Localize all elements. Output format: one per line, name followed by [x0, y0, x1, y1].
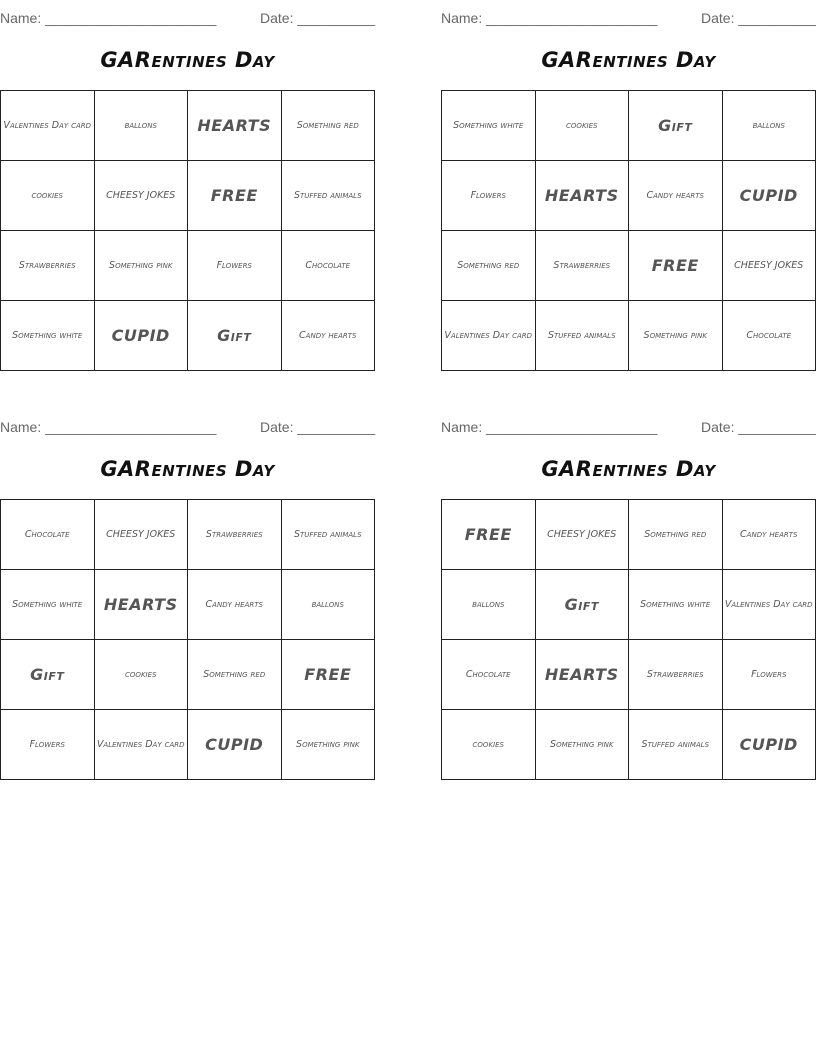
bingo-cell: Flowers — [722, 640, 816, 710]
grid-row — [1, 301, 375, 371]
bingo-cell: Candy hearts — [188, 570, 282, 640]
date-field-label: Date: __________ — [701, 419, 816, 435]
grid-row — [442, 570, 816, 640]
bingo-cell: Valentines Day card — [442, 301, 536, 371]
bingo-cell: Something pink — [535, 710, 629, 780]
bingo-cell: FREE — [281, 640, 375, 710]
bingo-cell: FREE — [629, 231, 723, 301]
bingo-cell: Chocolate — [1, 500, 95, 570]
bingo-cell: Something white — [442, 91, 536, 161]
bingo-cell: HEARTS — [188, 91, 282, 161]
bingo-cell: HEARTS — [535, 161, 629, 231]
bingo-grid — [0, 90, 375, 371]
bingo-cell: Something white — [1, 301, 95, 371]
grid-row — [442, 161, 816, 231]
date-field-label: Date: __________ — [701, 10, 816, 26]
grid-row — [1, 500, 375, 570]
bingo-cell: ballons — [722, 91, 816, 161]
bingo-cell: Something white — [629, 570, 723, 640]
card-title: GARentines Day — [100, 457, 275, 481]
bingo-cell: CHEESY JOKES — [535, 500, 629, 570]
bingo-cell: Strawberries — [535, 231, 629, 301]
bingo-cell: Flowers — [188, 231, 282, 301]
bingo-cell: Stuffed animals — [281, 161, 375, 231]
bingo-cell: Gift — [188, 301, 282, 371]
grid-row — [1, 710, 375, 780]
bingo-cell: Flowers — [442, 161, 536, 231]
grid-row — [1, 640, 375, 710]
bingo-cell: FREE — [442, 500, 536, 570]
bingo-cell: Flowers — [1, 710, 95, 780]
bingo-cell: CUPID — [188, 710, 282, 780]
bingo-cell: Something pink — [629, 301, 723, 371]
bingo-grid — [0, 499, 375, 780]
bingo-cell: Strawberries — [629, 640, 723, 710]
bingo-cell: Gift — [535, 570, 629, 640]
bingo-cell: Strawberries — [1, 231, 95, 301]
bingo-cell: cookies — [442, 710, 536, 780]
card-title: GARentines Day — [100, 48, 275, 72]
bingo-cell: Gift — [1, 640, 95, 710]
bingo-cell: Stuffed animals — [281, 500, 375, 570]
grid-row — [442, 231, 816, 301]
bingo-cell: Something red — [442, 231, 536, 301]
header-fields — [441, 10, 816, 26]
bingo-cell: cookies — [1, 161, 95, 231]
bingo-cell: CHEESY JOKES — [94, 161, 188, 231]
bingo-cell: Chocolate — [281, 231, 375, 301]
grid-row — [1, 231, 375, 301]
bingo-cell: ballons — [442, 570, 536, 640]
grid-row — [1, 570, 375, 640]
grid-row — [1, 161, 375, 231]
bingo-cell: ballons — [94, 91, 188, 161]
card-title: GARentines Day — [541, 48, 716, 72]
grid-row — [1, 91, 375, 161]
header-fields — [0, 419, 375, 435]
bingo-cell: CHEESY JOKES — [722, 231, 816, 301]
bingo-cell: Valentines Day card — [1, 91, 95, 161]
bingo-cell: Valentines Day card — [722, 570, 816, 640]
bingo-cell: Candy hearts — [722, 500, 816, 570]
card-title: GARentines Day — [541, 457, 716, 481]
bingo-cell: Something red — [188, 640, 282, 710]
date-field-label: Date: __________ — [260, 10, 376, 26]
grid-row — [442, 710, 816, 780]
bingo-cell: CUPID — [94, 301, 188, 371]
bingo-cell: cookies — [535, 91, 629, 161]
header-fields — [0, 10, 375, 26]
bingo-cell: Gift — [629, 91, 723, 161]
bingo-cell: Stuffed animals — [629, 710, 723, 780]
bingo-cell: Something red — [281, 91, 375, 161]
bingo-cell: CUPID — [722, 161, 816, 231]
name-field-label: Name: ______________________ — [441, 419, 658, 435]
bingo-grid — [441, 499, 816, 780]
name-field-label: Name: ______________________ — [0, 419, 217, 435]
bingo-cell: Chocolate — [722, 301, 816, 371]
name-field-label: Name: ______________________ — [441, 10, 658, 26]
bingo-cell: CHEESY JOKES — [94, 500, 188, 570]
grid-row — [442, 640, 816, 710]
bingo-cell: Stuffed animals — [535, 301, 629, 371]
bingo-cell: FREE — [188, 161, 282, 231]
name-field-label: Name: ______________________ — [0, 10, 217, 26]
bingo-cell: Strawberries — [188, 500, 282, 570]
grid-row — [442, 301, 816, 371]
grid-row — [442, 91, 816, 161]
bingo-cell: Valentines Day card — [94, 710, 188, 780]
header-fields — [441, 419, 816, 435]
bingo-grid — [441, 90, 816, 371]
bingo-cell: cookies — [94, 640, 188, 710]
bingo-cell: Candy hearts — [281, 301, 375, 371]
bingo-cell: HEARTS — [94, 570, 188, 640]
bingo-cell: Something white — [1, 570, 95, 640]
bingo-cell: CUPID — [722, 710, 816, 780]
bingo-cell: Something pink — [281, 710, 375, 780]
date-field-label: Date: __________ — [260, 419, 376, 435]
bingo-cell: Chocolate — [442, 640, 536, 710]
bingo-cell: Candy hearts — [629, 161, 723, 231]
grid-row — [442, 500, 816, 570]
bingo-cell: HEARTS — [535, 640, 629, 710]
bingo-cell: Something pink — [94, 231, 188, 301]
bingo-cell: ballons — [281, 570, 375, 640]
bingo-cell: Something red — [629, 500, 723, 570]
